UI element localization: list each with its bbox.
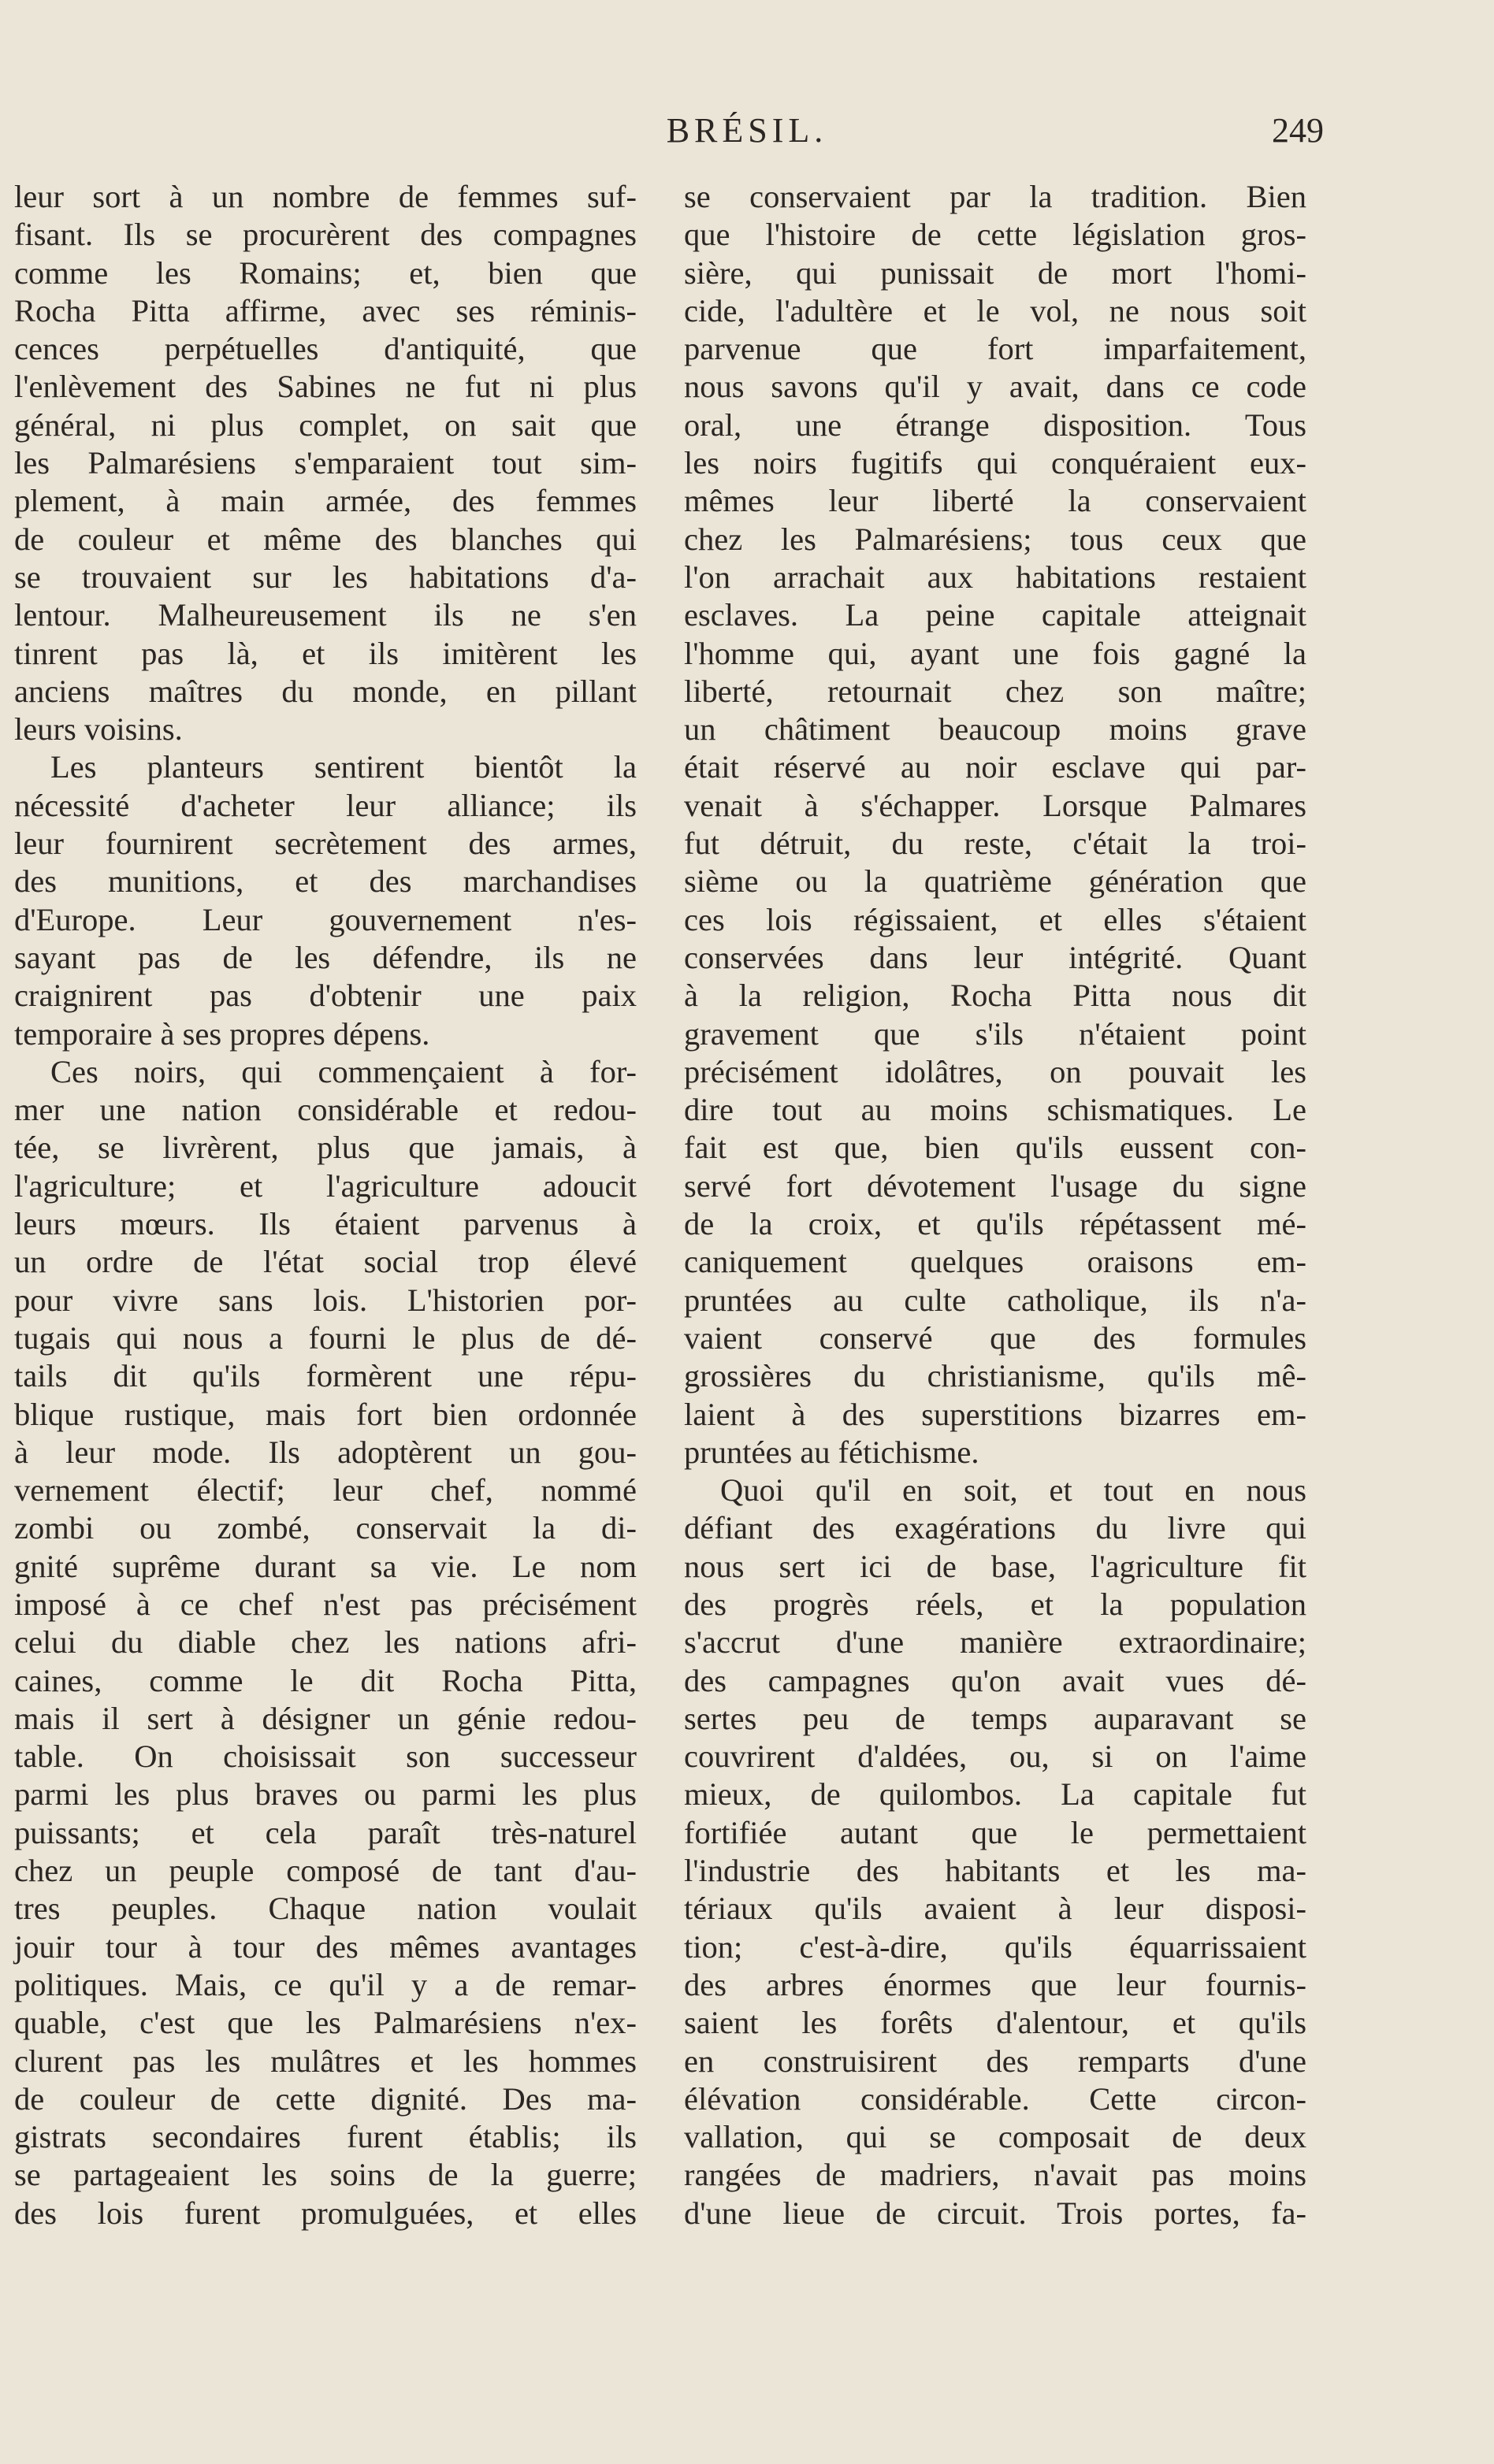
text-line: anciens maîtres du monde, en pillant	[14, 673, 637, 709]
left-column	[14, 178, 637, 2232]
text-line: rangées de madriers, n'avait pas moins	[684, 2157, 1306, 2193]
text-line: pruntées au fétichisme.	[684, 1434, 979, 1470]
text-line: temporaire à ses propres dépens.	[14, 1015, 430, 1052]
text-line: de la croix, et qu'ils répétassent mé-	[684, 1206, 1306, 1242]
text-line: tée, se livrèrent, plus que jamais, à	[14, 1130, 637, 1166]
text-line: parvenue que fort imparfaitement,	[684, 331, 1306, 367]
text-line: tails dit qu'ils formèrent une répu-	[14, 1358, 637, 1394]
text-line: lentour. Malheureusement ils ne s'en	[14, 597, 637, 633]
text-line: que l'histoire de cette législation gros-	[684, 217, 1306, 253]
text-line: conservées dans leur intégrité. Quant	[684, 939, 1306, 975]
text-line: grossières du christianisme, qu'ils mê-	[684, 1358, 1306, 1394]
text-line: gistrats secondaires furent établis; ils	[14, 2119, 637, 2155]
text-line: cide, l'adultère et le vol, ne nous soit	[684, 292, 1306, 328]
text-line: parmi les plus braves ou parmi les plus	[14, 1776, 637, 1813]
text-line: jouir tour à tour des mêmes avantages	[14, 1928, 637, 1965]
text-line: gnité suprême durant sa vie. Le nom	[14, 1548, 637, 1584]
text-line: leurs voisins.	[14, 711, 183, 748]
text-line: des lois furent promulguées, et elles	[14, 2195, 637, 2231]
text-line: chez les Palmarésiens; tous ceux que	[684, 521, 1306, 557]
text-line: pour vivre sans lois. L'historien por-	[14, 1282, 637, 1318]
text-line: leur sort à un nombre de femmes suf-	[14, 179, 637, 214]
text-line: Ces noirs, qui commençaient à for-	[50, 1053, 637, 1089]
text-line: sayant pas de les défendre, ils ne	[14, 939, 637, 975]
text-line: de couleur et même des blanches qui	[14, 521, 637, 557]
text-line: l'homme qui, ayant une fois gagné la	[684, 635, 1306, 671]
text-line: un châtiment beaucoup moins grave	[684, 711, 1306, 748]
text-line: zombi ou zombé, conservait la di-	[14, 1510, 637, 1546]
text-line: oral, une étrange disposition. Tous	[684, 406, 1306, 443]
text-line: vernement électif; leur chef, nommé	[14, 1472, 637, 1508]
text-line: défiant des exagérations du livre qui	[684, 1510, 1306, 1546]
text-line: des progrès réels, et la population	[684, 1586, 1306, 1622]
text-line: des munitions, et des marchandises	[14, 863, 637, 900]
text-line: nécessité d'acheter leur alliance; ils	[14, 787, 637, 823]
text-line: blique rustique, mais fort bien ordonnée	[14, 1396, 637, 1432]
text-line: se partageaient les soins de la guerre;	[14, 2157, 637, 2193]
text-line: Rocha Pitta affirme, avec ses réminis-	[14, 292, 637, 328]
text-line: mêmes leur liberté la conservaient	[684, 483, 1306, 519]
text-line: nous savons qu'il y avait, dans ce code	[684, 369, 1306, 405]
text-line: couvrirent d'aldées, ou, si on l'aime	[684, 1739, 1306, 1775]
text-line: dire tout au moins schismatiques. Le	[684, 1092, 1306, 1128]
text-line: d'une lieue de circuit. Trois portes, fa-	[684, 2195, 1306, 2231]
text-line: d'Europe. Leur gouvernement n'es-	[14, 901, 637, 937]
text-line: l'enlèvement des Sabines ne fut ni plus	[14, 369, 637, 405]
page-number: 249	[1272, 111, 1324, 150]
text-line: plement, à main armée, des femmes	[14, 483, 637, 519]
text-line: des campagnes qu'on avait vues dé-	[684, 1662, 1306, 1698]
text-line: précisément idolâtres, on pouvait les	[684, 1053, 1306, 1089]
text-line: celui du diable chez les nations afri-	[14, 1624, 637, 1661]
text-line: fait est que, bien qu'ils eussent con-	[684, 1130, 1306, 1166]
text-line: l'industrie des habitants et les ma-	[684, 1853, 1306, 1889]
text-line: s'accrut d'une manière extraordinaire;	[684, 1624, 1306, 1661]
text-line: à leur mode. Ils adoptèrent un gou-	[14, 1434, 637, 1470]
text-line: Quoi qu'il en soit, et tout en nous	[720, 1472, 1306, 1508]
text-line: fortifiée autant que le permettaient	[684, 1814, 1306, 1850]
text-line: mieux, de quilombos. La capitale fut	[684, 1776, 1306, 1813]
text-line: fut détruit, du reste, c'était la troi-	[684, 826, 1306, 862]
right-column	[684, 178, 1306, 2232]
text-line: tinrent pas là, et ils imitèrent les	[14, 635, 637, 671]
text-line: esclaves. La peine capitale atteignait	[684, 597, 1306, 633]
text-line: à la religion, Rocha Pitta nous dit	[684, 978, 1306, 1014]
text-line: un ordre de l'état social trop élevé	[14, 1244, 637, 1280]
text-line: sertes peu de temps auparavant se	[684, 1700, 1306, 1736]
text-line: tugais qui nous a fourni le plus de dé-	[14, 1319, 637, 1356]
text-line: craignirent pas d'obtenir une paix	[14, 978, 637, 1014]
text-line: nous sert ici de base, l'agriculture fit	[684, 1548, 1306, 1584]
text-line: se conservaient par la tradition. Bien	[684, 179, 1306, 214]
text-line: Les planteurs sentirent bientôt la	[50, 749, 637, 785]
text-line: leur fournirent secrètement des armes,	[14, 826, 637, 862]
text-line: pruntées au culte catholique, ils n'a-	[684, 1282, 1306, 1318]
text-line: tériaux qu'ils avaient à leur disposi-	[684, 1891, 1306, 1927]
text-line: clurent pas les mulâtres et les hommes	[14, 2043, 637, 2079]
text-line: liberté, retournait chez son maître;	[684, 673, 1306, 709]
text-line: venait à s'échapper. Lorsque Palmares	[684, 787, 1306, 823]
text-line: imposé à ce chef n'est pas précisément	[14, 1586, 637, 1622]
text-line: servé fort dévotement l'usage du signe	[684, 1167, 1306, 1204]
text-line: chez un peuple composé de tant d'au-	[14, 1853, 637, 1889]
text-line: gravement que s'ils n'étaient point	[684, 1015, 1306, 1052]
text-line: était réservé au noir esclave qui par-	[684, 749, 1306, 785]
text-line: caniquement quelques oraisons em-	[684, 1244, 1306, 1280]
text-line: quable, c'est que les Palmarésiens n'ex-	[14, 2005, 637, 2041]
text-line: les Palmarésiens s'emparaient tout sim-	[14, 445, 637, 481]
text-line: politiques. Mais, ce qu'il y a de remar-	[14, 1966, 637, 2002]
text-line: l'agriculture; et l'agriculture adoucit	[14, 1167, 637, 1204]
text-line: table. On choisissait son successeur	[14, 1739, 637, 1775]
text-line: en construisirent des remparts d'une	[684, 2043, 1306, 2079]
text-line: mais il sert à désigner un génie redou-	[14, 1700, 637, 1736]
running-head: BRÉSIL.	[666, 111, 828, 150]
text-line: caines, comme le dit Rocha Pitta,	[14, 1662, 637, 1698]
text-line: tres peuples. Chaque nation voulait	[14, 1891, 637, 1927]
text-line: saient les forêts d'alentour, et qu'ils	[684, 2005, 1306, 2041]
text-line: sième ou la quatrième génération que	[684, 863, 1306, 900]
text-line: mer une nation considérable et redou-	[14, 1092, 637, 1128]
text-line: puissants; et cela paraît très-naturel	[14, 1814, 637, 1850]
text-line: fisant. Ils se procurèrent des compagnes	[14, 217, 637, 253]
text-line: général, ni plus complet, on sait que	[14, 406, 637, 443]
text-line: laient à des superstitions bizarres em-	[684, 1396, 1306, 1432]
text-line: ces lois régissaient, et elles s'étaient	[684, 901, 1306, 937]
text-line: sière, qui punissait de mort l'homi-	[684, 254, 1306, 291]
text-line: des arbres énormes que leur fournis-	[684, 1966, 1306, 2002]
text-line: tion; c'est-à-dire, qu'ils équarrissaient	[684, 1928, 1306, 1965]
text-line: les noirs fugitifs qui conquéraient eux-	[684, 445, 1306, 481]
text-line: leurs mœurs. Ils étaient parvenus à	[14, 1206, 637, 1242]
text-line: élévation considérable. Cette circon-	[684, 2080, 1306, 2117]
text-line: se trouvaient sur les habitations d'a-	[14, 558, 637, 595]
text-line: l'on arrachait aux habitations restaient	[684, 558, 1306, 595]
text-line: vallation, qui se composait de deux	[684, 2119, 1306, 2155]
text-line: vaient conservé que des formules	[684, 1319, 1306, 1356]
text-line: comme les Romains; et, bien que	[14, 254, 637, 291]
text-line: de couleur de cette dignité. Des ma-	[14, 2080, 637, 2117]
text-line: cences perpétuelles d'antiquité, que	[14, 331, 637, 367]
